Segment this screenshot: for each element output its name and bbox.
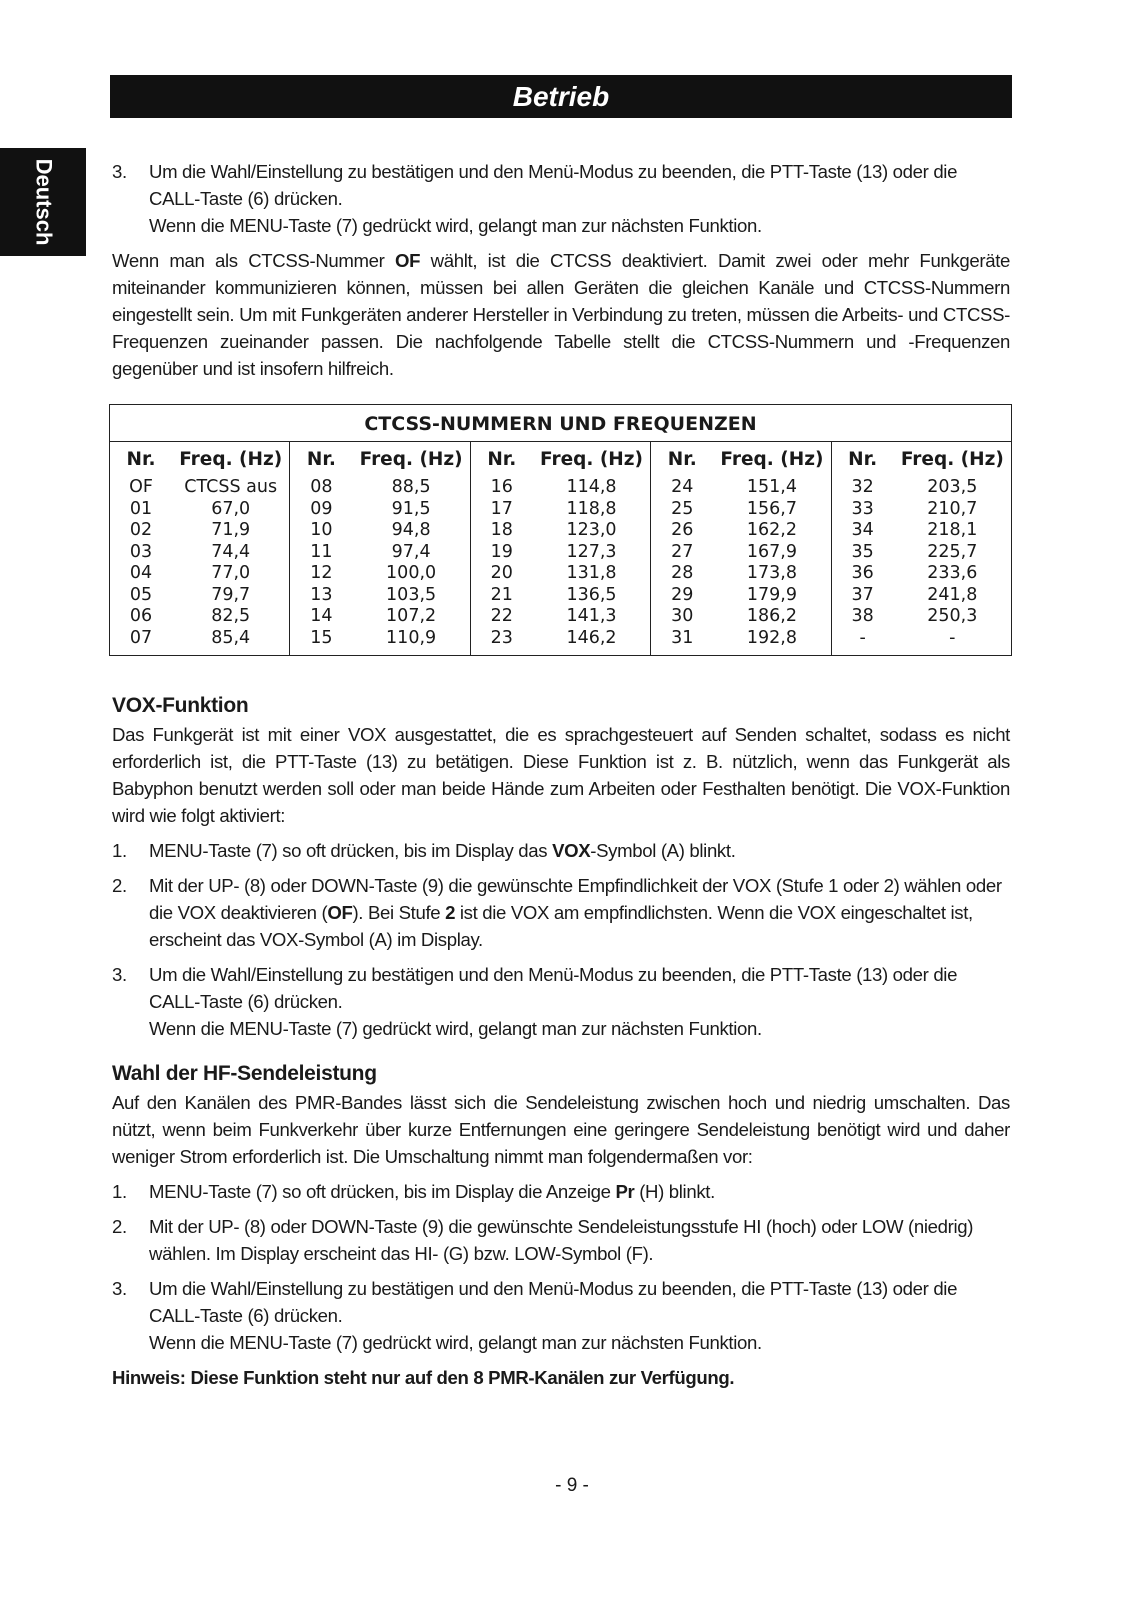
table-row [471,628,650,650]
page-number: - 9 - [555,1475,589,1496]
ctcss-frequency: 131,8 [566,563,617,583]
ctcss-number: 02 [129,520,153,540]
ctcss-number: 24 [671,477,694,497]
ctcss-frequency: 136,5 [566,584,617,605]
step-number: 3. [112,964,127,985]
vox-step-3 [112,961,1010,1042]
table-row [110,585,289,607]
table-row [832,585,1011,607]
header-nr: Nr. [667,449,697,470]
table-row [471,520,650,542]
table-row [290,542,469,564]
vox-step-1 [112,837,1010,864]
ctcss-frequency: 179,9 [746,584,797,605]
ctcss-number: 19 [490,541,513,562]
ctcss-frequency: 79,7 [211,584,251,605]
ctcss-number: 12 [310,563,333,583]
page-content [112,158,1010,1391]
ctcss-number: 15 [310,627,333,648]
language-tab [0,148,86,256]
ctcss-number: 29 [671,584,694,605]
ctcss-frequency: 82,5 [211,606,251,626]
ctcss-frequency: 74,4 [211,541,251,562]
language-tab-label: Deutsch [31,158,57,246]
ctcss-number: 31 [671,627,694,648]
ctcss-frequency: 67,0 [211,498,251,519]
ctcss-frequency: CTCSS aus [184,477,278,497]
ctcss-table-body [110,442,1011,655]
vox-step-2 [112,872,1010,953]
ctcss-column-header [471,447,650,473]
intro-step-3 [112,158,1010,239]
ctcss-frequency: 233,6 [927,563,978,583]
ctcss-number: 37 [851,584,874,605]
ctcss-column-header [651,447,830,473]
ctcss-number: 26 [671,520,694,540]
header-freq: Freq. (Hz) [359,449,463,470]
ctcss-frequency: 77,0 [211,563,251,583]
ctcss-frequency: 88,5 [391,477,431,497]
header-nr: Nr. [306,449,336,470]
ctcss-frequency: 203,5 [927,477,978,497]
table-row [651,606,830,628]
ctcss-number: 22 [490,606,513,626]
table-row [471,563,650,585]
ctcss-number: 18 [490,520,513,540]
ctcss-frequency: 107,2 [386,606,437,626]
ctcss-number: 36 [851,563,874,583]
step-number: 1. [112,1181,127,1202]
table-row [110,520,289,542]
step-number: 2. [112,1216,127,1237]
table-row [290,606,469,628]
ctcss-frequency: 127,3 [566,541,617,562]
ctcss-frequency: 151,4 [746,477,797,497]
table-row [832,477,1011,499]
ctcss-frequency: 218,1 [927,520,978,540]
ctcss-frequency: 100,0 [386,563,437,583]
text-run: MENU-Taste (7) so oft drücken, bis im Display das [149,840,553,861]
step-text: Um die Wahl/Einstellung zu bestätigen und den Menü-Modus zu beenden, die PTT-Taste (13) oder die CALL-Taste (6) drücken. [149,161,958,209]
ctcss-number: 20 [490,563,513,583]
hf-intro: Auf den Kanälen des PMR-Bandes lässt sich die Sendeleistung zwischen hoch und niedrig umschalten. Das nützt, wenn beim Funkverkehr über kurze Entfernungen eine geringere Sendeleistung benötigt wird und daher weniger Strom erforderlich ist. Die Umschaltung nimmt man folgendermaßen vor: [112,1092,1010,1167]
hf-step-1 [112,1178,1010,1205]
step-body [149,1275,1010,1356]
ctcss-number: 27 [671,541,694,562]
text-run-bold: VOX [552,840,591,861]
ctcss-column [832,442,1011,655]
ctcss-number: 13 [310,584,333,605]
step-body [149,961,1010,1042]
vox-section-title: VOX-Funktion [112,694,249,717]
ctcss-frequency: 141,3 [566,606,617,626]
step-text-2: Wenn die MENU-Taste (7) gedrückt wird, gelangt man zur nächsten Funktion. [149,215,762,236]
table-row [110,628,289,650]
ctcss-frequency: 186,2 [746,606,797,626]
table-row [471,477,650,499]
header-freq: Freq. (Hz) [179,449,283,470]
ctcss-frequency: 114,8 [566,477,617,497]
ctcss-number: 05 [129,584,153,605]
ctcss-frequency: 173,8 [746,563,797,583]
ctcss-number: 21 [490,584,513,605]
step-text: Um die Wahl/Einstellung zu bestätigen und den Menü-Modus zu beenden, die PTT-Taste (13) oder die CALL-Taste (6) drücken. [149,964,958,1012]
ctcss-frequency: - [949,627,956,648]
header-freq: Freq. (Hz) [720,449,824,470]
ctcss-frequency: 71,9 [211,520,251,540]
ctcss-frequency: 123,0 [566,520,617,540]
ctcss-number: 25 [671,498,694,519]
ctcss-number: OF [129,477,153,497]
ctcss-frequency: 241,8 [927,584,978,605]
ctcss-frequency: 97,4 [391,541,431,562]
vox-intro: Das Funkgerät ist mit einer VOX ausgestattet, die es sprachgesteuert auf Senden schaltet, sodass es nicht erforderlich ist, die PTT-Taste (13) zu betätigen. Diese Funktion ist z. B. nützlich, wenn das Funkgerät als Babyphon benutzt werden soll oder man beide Hände zum Arbeiten oder Festhalten benötigt. Die VOX-Funktion wird wie folgt aktiviert: [112,724,1010,826]
text-run-bold: 2 [445,902,456,923]
text-run: MENU-Taste (7) so oft drücken, bis im Display die Anzeige [149,1181,616,1202]
table-row [290,563,469,585]
table-row [110,477,289,499]
step-text: Mit der UP- (8) oder DOWN-Taste (9) die gewünschte Sendeleistungsstufe HI (hoch) oder LOW (niedrig) wählen. Im Display erscheint das HI- (G) bzw. LOW-Symbol (F). [149,1216,974,1264]
table-row [651,585,830,607]
table-row [832,606,1011,628]
ctcss-frequency: 167,9 [746,541,797,562]
page-header [110,75,1012,118]
ctcss-table [109,404,1012,656]
table-row [651,628,830,650]
ctcss-frequency: 162,2 [746,520,797,540]
table-row [290,628,469,650]
table-row [651,520,830,542]
ctcss-frequency: 94,8 [391,520,431,540]
text-run-bold: OF [395,250,421,271]
ctcss-number: 11 [310,541,333,562]
table-row [832,542,1011,564]
ctcss-table-title: CTCSS-NUMMERN UND FREQUENZEN [110,405,1011,442]
ctcss-paragraph [112,247,1010,382]
ctcss-frequency: 210,7 [927,498,978,519]
ctcss-number: 10 [310,520,333,540]
ctcss-number: 17 [490,498,513,519]
text-run: ). Bei Stufe [352,902,446,923]
ctcss-number: - [859,627,866,648]
hf-step-3 [112,1275,1010,1356]
ctcss-frequency: 225,7 [927,541,978,562]
text-run-bold: Pr [615,1181,635,1202]
step-number: 3. [112,1278,127,1299]
table-row [290,477,469,499]
text-run: (H) blinkt. [634,1181,715,1202]
table-row [290,520,469,542]
ctcss-number: 04 [129,563,153,583]
ctcss-number: 06 [129,606,153,626]
header-nr: Nr. [126,449,156,470]
header-freq: Freq. (Hz) [900,449,1004,470]
step-text: Um die Wahl/Einstellung zu bestätigen und den Menü-Modus zu beenden, die PTT-Taste (13) oder die CALL-Taste (6) drücken. [149,1278,958,1326]
header-freq: Freq. (Hz) [540,449,644,470]
ctcss-number: 23 [490,627,513,648]
ctcss-number: 09 [310,498,333,519]
ctcss-frequency: 156,7 [746,498,797,519]
ctcss-number: 07 [129,627,153,648]
ctcss-number: 08 [310,477,333,497]
step-number: 3. [112,161,127,182]
ctcss-column [471,442,651,655]
table-row [471,499,650,521]
ctcss-number: 34 [851,520,874,540]
ctcss-column [651,442,831,655]
ctcss-frequency: 146,2 [566,627,617,648]
page-title: Betrieb [512,80,610,112]
ctcss-column-header [290,447,469,473]
step-text-2: Wenn die MENU-Taste (7) gedrückt wird, gelangt man zur nächsten Funktion. [149,1018,762,1039]
ctcss-frequency: 110,9 [386,627,437,648]
step-number: 1. [112,840,127,861]
ctcss-number: 35 [851,541,874,562]
ctcss-column-header [832,447,1011,473]
table-row [832,499,1011,521]
ctcss-column [110,442,290,655]
table-row [290,585,469,607]
table-row [832,628,1011,650]
ctcss-column [290,442,470,655]
table-row [651,499,830,521]
table-row [110,542,289,564]
step-text-2: Wenn die MENU-Taste (7) gedrückt wird, gelangt man zur nächsten Funktion. [149,1332,762,1353]
ctcss-column-header [110,447,289,473]
table-row [832,520,1011,542]
ctcss-number: 28 [671,563,694,583]
ctcss-frequency: 103,5 [386,584,437,605]
ctcss-number: 16 [490,477,513,497]
step-number: 2. [112,875,127,896]
text-run: ist die VOX am empfindlichsten. Wenn die VOX eingeschaltet ist, erscheint das VOX-Symbol (A) im Display. [149,902,973,950]
ctcss-number: 33 [851,498,874,519]
table-row [110,563,289,585]
text-run: Wenn man als CTCSS-Nummer [112,250,396,271]
ctcss-number: 30 [671,606,694,626]
text-run: Mit der UP- (8) oder DOWN-Taste (9) die gewünschte Empfindlichkeit der VOX (Stufe 1 oder 2) wählen oder die VOX deaktivieren ( [149,875,1002,923]
ctcss-number: 03 [129,541,153,562]
ctcss-frequency: 85,4 [211,627,251,648]
step-body [149,837,1010,864]
header-nr: Nr. [848,449,878,470]
table-row [110,606,289,628]
ctcss-number: 38 [851,606,874,626]
text-run: wählt, ist die CTCSS deaktiviert. Damit zwei oder mehr Funkgeräte miteinander kommunizieren können, müssen bei allen Geräten die gleichen Kanäle und CTCSS-Nummern eingestellt sein. Um mit Funkgeräten anderer Hersteller in Verbindung zu treten, müssen die Arbeits- und CTCSS-Frequenzen zueinander passen. Die nachfolgende Tabelle stellt die CTCSS-Nummern und -Frequenzen gegenüber und ist insofern hilfreich. [112,250,1010,379]
header-nr: Nr. [487,449,517,470]
text-run-bold: OF [327,902,353,923]
ctcss-frequency: 91,5 [391,498,431,519]
step-body [149,158,1010,239]
step-body [149,1178,1010,1205]
table-row [832,563,1011,585]
ctcss-frequency: 250,3 [927,606,978,626]
table-row [290,499,469,521]
table-row [651,542,830,564]
ctcss-number: 32 [851,477,874,497]
table-row [651,563,830,585]
ctcss-number: 01 [129,498,153,519]
hf-step-2 [112,1213,1010,1267]
hf-note: Hinweis: Diese Funktion steht nur auf den 8 PMR-Kanälen zur Verfügung. [112,1367,735,1388]
table-row [110,499,289,521]
ctcss-number: 14 [310,606,333,626]
table-row [471,585,650,607]
text-run: -Symbol (A) blinkt. [590,840,736,861]
ctcss-frequency: 118,8 [566,498,617,519]
table-row [471,606,650,628]
ctcss-frequency: 192,8 [746,627,797,648]
table-row [471,542,650,564]
table-row [651,477,830,499]
hf-section-title: Wahl der HF-Sendeleistung [112,1062,377,1085]
step-body [149,872,1010,953]
